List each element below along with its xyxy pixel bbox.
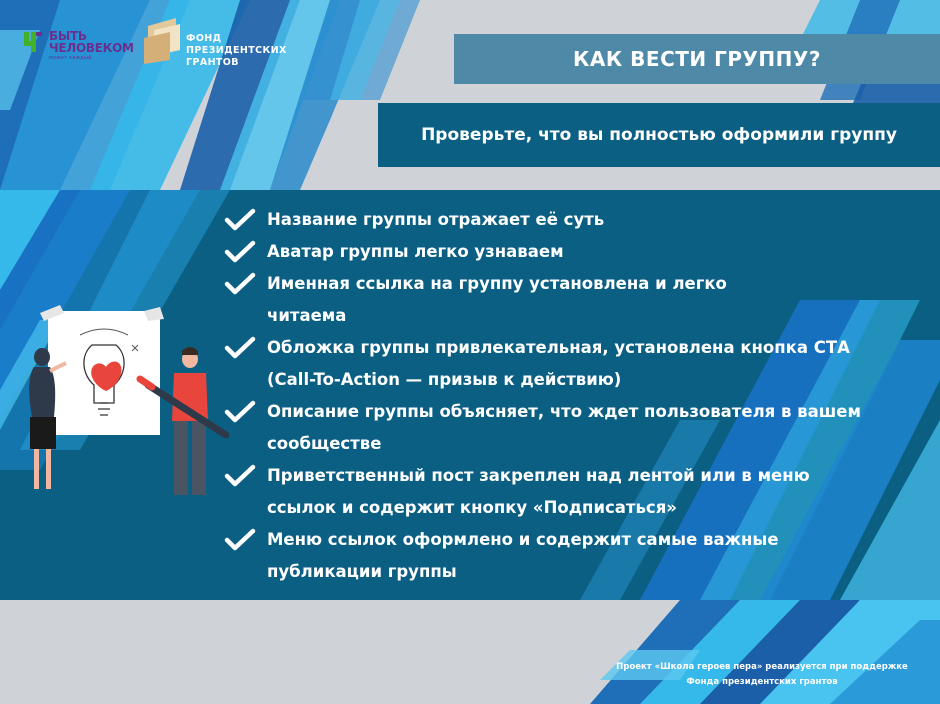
fond-logo-text: [186, 33, 287, 69]
checklist-item: [224, 204, 940, 236]
byt-logo-line2: ЧЕЛОВЕКОМ: [49, 41, 134, 55]
checklist-item-text: сообществе: [267, 434, 382, 453]
byt-chelovekom-logo: [22, 30, 134, 61]
title-box: [454, 34, 940, 84]
checklist-item: [224, 396, 940, 460]
checklist-item-text: Описание группы объясняет, что ждет пользователя в вашем: [267, 402, 861, 421]
checklist-item-text: Название группы отражает её суть: [267, 210, 605, 229]
illustration-drawing-people: [20, 305, 230, 505]
byt-logo-line1: БЫТЬ: [49, 29, 87, 43]
checklist-item-text: Приветственный пост закреплен над лентой или в меню: [267, 466, 810, 485]
checklist-item-text: Аватар группы легко узнаваем: [267, 242, 564, 261]
checklist-item: [224, 268, 940, 332]
page-subtitle: Проверьте, что вы полностью оформили группу: [421, 125, 897, 145]
checkmark-icon: [224, 464, 256, 488]
checklist-item: [224, 236, 940, 268]
checkmark-icon: [224, 208, 256, 232]
checklist-item-text: Меню ссылок оформлено и содержит самые важные: [267, 530, 779, 549]
page-title: КАК ВЕСТИ ГРУППУ?: [573, 47, 821, 71]
checklist-item: [224, 332, 940, 396]
checkmark-icon: [224, 272, 256, 296]
fond-logo-line1: ФОНД: [186, 33, 222, 44]
fond-logo-line3: ГРАНТОВ: [186, 57, 239, 68]
checklist-item-text: читаема: [267, 306, 347, 325]
checklist-item: [224, 524, 940, 588]
byt-logo-sub: может каждый: [49, 55, 92, 61]
fond-logo-line2: ПРЕЗИДЕНТСКИХ: [186, 45, 287, 56]
checkmark-icon: [224, 528, 256, 552]
checkmark-icon: [224, 400, 256, 424]
checklist-item-text: публикации группы: [267, 562, 457, 581]
checklist-item-text: ссылок и содержит кнопку «Подписаться»: [267, 498, 677, 517]
checkmark-icon: [224, 336, 256, 360]
byt-logo-mark-icon: [22, 30, 44, 54]
fond-logo-mark-icon: [140, 16, 184, 66]
checklist-item-text: Обложка группы привлекательная, установлена кнопка СТА: [267, 338, 850, 357]
footer-note: [592, 660, 932, 690]
footer-line2: Фонда президентских грантов: [686, 677, 838, 687]
checklist-item-text: (Call-To-Action — призыв к действию): [267, 370, 622, 389]
checklist-item-text: Именная ссылка на группу установлена и легко: [267, 274, 727, 293]
checklist-item: [224, 460, 940, 524]
subtitle-box: [378, 103, 940, 167]
checkmark-icon: [224, 240, 256, 264]
footer-line1: Проект «Школа героев пера» реализуется при поддержке: [616, 662, 908, 672]
checklist: [224, 204, 940, 588]
